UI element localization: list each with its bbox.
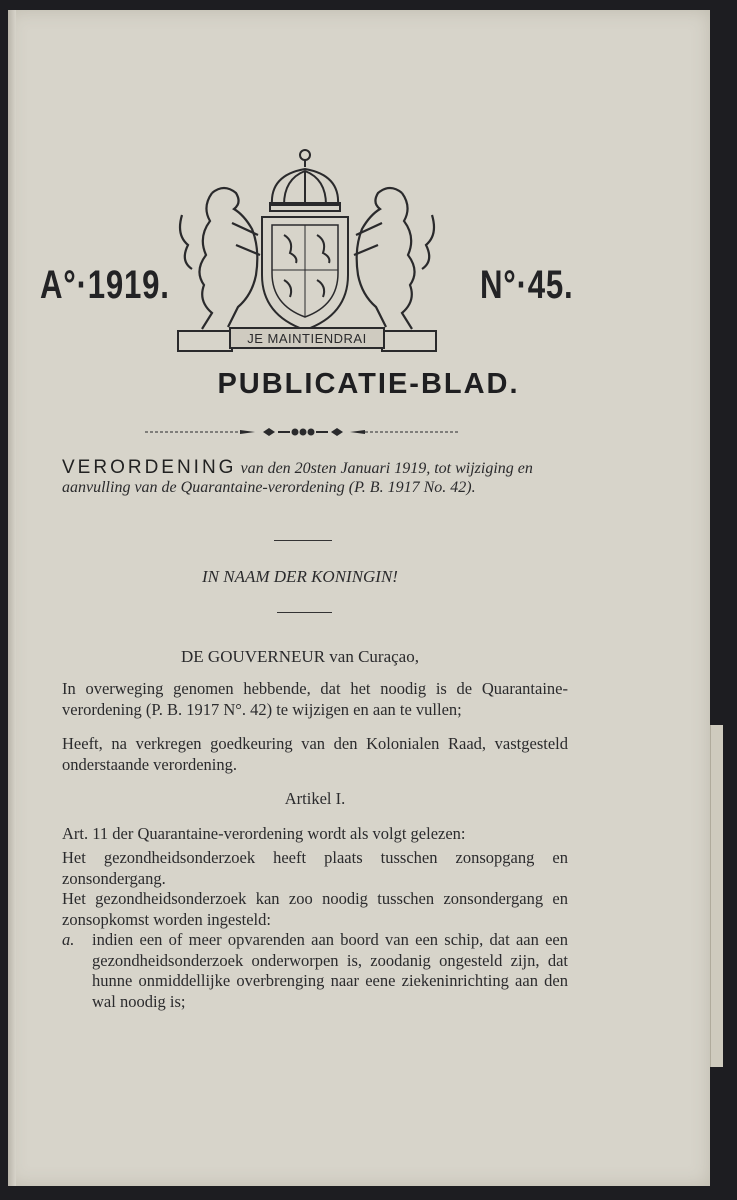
- list-item: [62, 930, 568, 1012]
- paragraph: Heeft, na verkregen goedkeuring van den Kolonialen Raad, vastgesteld onderstaande verordening.: [62, 734, 568, 774]
- article-heading: Artikel I.: [284, 789, 346, 808]
- masthead-title: PUBLICATIE-BLAD.: [217, 368, 520, 400]
- page-edge: [8, 10, 16, 1186]
- divider-rule: [274, 540, 332, 541]
- issuer-line: DE GOUVERNEUR van Curaçao,: [181, 647, 419, 666]
- ordinance-keyword: VERORDENING: [62, 457, 237, 478]
- paragraph: Art. 11 der Quarantaine-verordening wordt als volgt gelezen:: [62, 823, 466, 843]
- page-tab-strip: [710, 725, 723, 1067]
- invocation: IN NAAM DER KONINGIN!: [202, 567, 398, 586]
- ordinance-description: van den 20sten Januari 1919, tot wijziging en aanvulling van de Quarantaine-verordening (P. B. 1917 No. 42).: [62, 460, 533, 496]
- publication-year: A°·1919.: [40, 263, 170, 307]
- list-item-label: a.: [62, 930, 75, 949]
- crest-motto: JE MAINTIENDRAI: [247, 331, 367, 346]
- divider-rule: [277, 612, 332, 613]
- ordinance-title: [62, 458, 572, 497]
- coat-of-arms-emblem: [172, 145, 442, 355]
- ornamental-divider: [145, 424, 460, 440]
- paragraph: Het gezondheidsonderzoek kan zoo noodig tusschen zonsondergang en zonsopkomst worden ingesteld:: [62, 889, 568, 929]
- paragraph: Het gezondheidsonderzoek heeft plaats tusschen zonsopgang en zonsondergang.: [62, 848, 568, 888]
- publication-number: N°·45.: [480, 263, 574, 307]
- list-item-text: indien een of meer opvarenden aan boord van een schip, dat aan een gezondheidsonderzoek onderworpen is, zoodanig ongesteld zijn, dat hunne onmiddellijke overbrenging naar eene ziekeninrichting aan den wal noodig is;: [92, 930, 568, 1011]
- paragraph: In overweging genomen hebbende, dat het noodig is de Quarantaine-verordening (P. B. 1917 N°. 42) te wijzigen en aan te vullen;: [62, 679, 568, 719]
- body-text: [62, 679, 568, 1012]
